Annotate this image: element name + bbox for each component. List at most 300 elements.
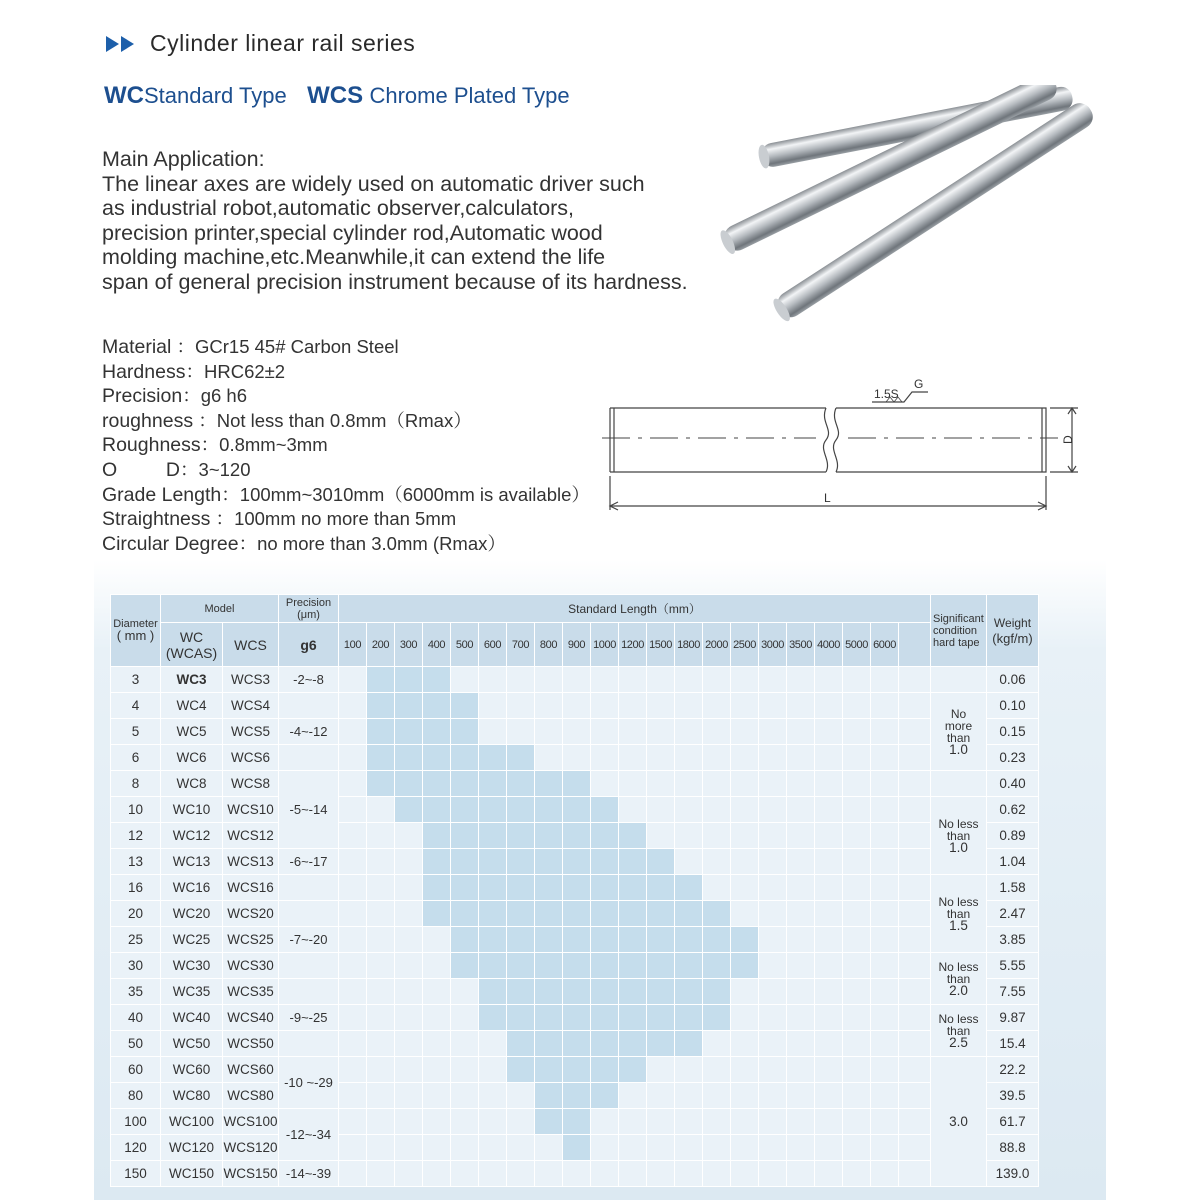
length-cell (787, 1083, 815, 1109)
length-spacer-cell (899, 875, 931, 901)
diameter-cell: 10 (111, 797, 161, 823)
length-cell (535, 1109, 563, 1135)
length-cell (759, 1083, 787, 1109)
length-cell (535, 875, 563, 901)
length-header-900: 900 (563, 623, 591, 667)
table-row (111, 1031, 1039, 1057)
length-cell (423, 927, 451, 953)
length-cell (815, 849, 843, 875)
length-cell (395, 693, 423, 719)
length-spacer-cell (899, 1135, 931, 1161)
length-cell (619, 927, 647, 953)
wc-model-cell: WC16 (161, 875, 223, 901)
length-cell (423, 901, 451, 927)
length-cell (479, 1135, 507, 1161)
length-cell (871, 771, 899, 797)
length-cell (395, 1057, 423, 1083)
length-cell (395, 849, 423, 875)
length-cell (339, 719, 367, 745)
length-cell (619, 875, 647, 901)
hardness-cell: No more than 1.0 (931, 693, 987, 771)
length-cell (759, 1005, 787, 1031)
wcs-model-cell: WCS13 (223, 849, 279, 875)
spec-row: Precision：g6 h6 (102, 385, 248, 408)
wcs-model-cell: WCS16 (223, 875, 279, 901)
wcs-model-cell: WCS100 (223, 1109, 279, 1135)
length-cell (507, 745, 535, 771)
length-cell (367, 1031, 395, 1057)
wcs-model-cell: WCS35 (223, 979, 279, 1005)
precision-cell: -9~-25 (279, 1005, 339, 1031)
length-cell (535, 823, 563, 849)
g6-header: g6 (279, 623, 339, 667)
length-cell (563, 875, 591, 901)
length-cell (647, 693, 675, 719)
length-cell (563, 1057, 591, 1083)
length-cell (395, 927, 423, 953)
length-cell (787, 901, 815, 927)
wc-model-cell: WC35 (161, 979, 223, 1005)
length-cell (339, 771, 367, 797)
length-cell (703, 771, 731, 797)
wc-model-cell: WC10 (161, 797, 223, 823)
length-cell (815, 719, 843, 745)
length-cell (871, 1083, 899, 1109)
length-cell (703, 719, 731, 745)
length-cell (535, 1135, 563, 1161)
diameter-cell: 5 (111, 719, 161, 745)
precision-cell: -12~-34 (279, 1109, 339, 1161)
length-cell (703, 693, 731, 719)
length-cell (619, 745, 647, 771)
length-cell (339, 1083, 367, 1109)
length-cell (367, 797, 395, 823)
length-cell (591, 1005, 619, 1031)
length-cell (843, 1135, 871, 1161)
length-cell (451, 901, 479, 927)
length-cell (815, 901, 843, 927)
length-cell (675, 875, 703, 901)
length-cell (759, 745, 787, 771)
length-cell (339, 1161, 367, 1187)
wcs-model-cell: WCS25 (223, 927, 279, 953)
application-line: span of general precision instrument because of its hardness. (102, 269, 688, 294)
length-cell (815, 1109, 843, 1135)
length-cell (815, 771, 843, 797)
diameter-cell: 20 (111, 901, 161, 927)
wc-model-cell: WC60 (161, 1057, 223, 1083)
length-cell (367, 927, 395, 953)
length-cell (871, 1031, 899, 1057)
length-cell (871, 1005, 899, 1031)
length-cell (339, 901, 367, 927)
length-cell (759, 1109, 787, 1135)
diameter-header: Diameter ( mm ) (111, 595, 161, 667)
length-cell (367, 1083, 395, 1109)
length-cell (731, 1135, 759, 1161)
length-cell (619, 667, 647, 693)
length-spacer-cell (899, 849, 931, 875)
length-cell (647, 953, 675, 979)
length-header-200: 200 (367, 623, 395, 667)
weight-cell: 88.8 (987, 1135, 1039, 1161)
length-cell (535, 1161, 563, 1187)
length-cell (451, 719, 479, 745)
length-cell (367, 771, 395, 797)
length-cell (871, 693, 899, 719)
length-cell (563, 771, 591, 797)
length-cell (675, 1083, 703, 1109)
diameter-cell: 50 (111, 1031, 161, 1057)
length-cell (395, 1005, 423, 1031)
length-cell (843, 927, 871, 953)
wcs-model-cell: WCS50 (223, 1031, 279, 1057)
length-cell (451, 1161, 479, 1187)
length-cell (871, 901, 899, 927)
table-row (111, 953, 1039, 979)
length-cell (731, 797, 759, 823)
length-cell (423, 823, 451, 849)
linear-rods-image (700, 85, 1120, 335)
length-cell (703, 1135, 731, 1161)
length-cell (759, 849, 787, 875)
length-cell (647, 927, 675, 953)
title-text: Cylinder linear rail series (150, 30, 416, 56)
diameter-cell: 80 (111, 1083, 161, 1109)
length-cell (591, 771, 619, 797)
length-cell (479, 1031, 507, 1057)
length-spacer-cell (899, 797, 931, 823)
length-cell (451, 667, 479, 693)
length-cell (647, 797, 675, 823)
length-cell (423, 1031, 451, 1057)
length-cell (647, 1109, 675, 1135)
length-cell (395, 823, 423, 849)
length-cell (591, 849, 619, 875)
wc-model-cell: WC30 (161, 953, 223, 979)
length-cell (423, 979, 451, 1005)
weight-cell: 1.04 (987, 849, 1039, 875)
length-cell (367, 875, 395, 901)
length-cell (871, 927, 899, 953)
length-cell (759, 901, 787, 927)
length-cell (479, 1109, 507, 1135)
length-header-800: 800 (535, 623, 563, 667)
length-cell (647, 1135, 675, 1161)
hardness-cell: No less than 2.5 (931, 1005, 987, 1057)
length-cell (563, 667, 591, 693)
length-cell (591, 823, 619, 849)
wc-model-cell: WC13 (161, 849, 223, 875)
length-cell (703, 927, 731, 953)
precision-cell (279, 693, 339, 719)
weight-cell: 139.0 (987, 1161, 1039, 1187)
length-cell (843, 849, 871, 875)
length-cell (367, 1161, 395, 1187)
length-cell (787, 1109, 815, 1135)
length-header-3000: 3000 (759, 623, 787, 667)
length-header-4000: 4000 (815, 623, 843, 667)
diameter-cell: 12 (111, 823, 161, 849)
wc-model-cell: WC4 (161, 693, 223, 719)
length-cell (535, 1031, 563, 1057)
length-cell (423, 1057, 451, 1083)
length-header-1000: 1000 (591, 623, 619, 667)
length-cell (507, 719, 535, 745)
application-line: as industrial robot,automatic observer,calculators, (102, 196, 575, 220)
length-cell (815, 1057, 843, 1083)
length-cell (591, 875, 619, 901)
length-cell (843, 693, 871, 719)
spec-row: Material ：GCr15 45# Carbon Steel (102, 336, 399, 358)
wc-header: WC (WCAS) (161, 623, 223, 667)
diameter-cell: 4 (111, 693, 161, 719)
precision-cell (279, 901, 339, 927)
length-cell (423, 693, 451, 719)
length-cell (759, 667, 787, 693)
length-cell (731, 1057, 759, 1083)
length-cell (591, 1109, 619, 1135)
diameter-cell: 13 (111, 849, 161, 875)
length-cell (619, 1109, 647, 1135)
length-cell (423, 849, 451, 875)
wc-model-cell: WC20 (161, 901, 223, 927)
diameter-cell: 8 (111, 771, 161, 797)
length-cell (759, 797, 787, 823)
length-cell (591, 667, 619, 693)
model-header: Model (161, 595, 279, 623)
length-cell (507, 875, 535, 901)
spec-table (110, 594, 1039, 1187)
length-cell (759, 1057, 787, 1083)
length-cell (843, 1031, 871, 1057)
length-cell (395, 1109, 423, 1135)
precision-cell: -10 ~-29 (279, 1057, 339, 1109)
hardness-cell: No less than 1.0 (931, 797, 987, 875)
length-cell (675, 797, 703, 823)
application-heading: Main Application: (102, 147, 265, 171)
hardness-cell: No less than 1.5 (931, 875, 987, 953)
length-cell (367, 1057, 395, 1083)
precision-cell: -4~-12 (279, 719, 339, 745)
length-cell (591, 693, 619, 719)
length-cell (731, 979, 759, 1005)
length-spacer-cell (899, 745, 931, 771)
length-cell (339, 1109, 367, 1135)
length-header-600: 600 (479, 623, 507, 667)
length-cell (451, 953, 479, 979)
length-cell (563, 1135, 591, 1161)
length-cell (731, 667, 759, 693)
weight-cell: 2.47 (987, 901, 1039, 927)
length-cell (731, 1083, 759, 1109)
length-cell (339, 667, 367, 693)
length-cell (339, 745, 367, 771)
length-cell (507, 771, 535, 797)
length-cell (703, 953, 731, 979)
table-row (111, 1161, 1039, 1187)
length-cell (619, 823, 647, 849)
length-cell (591, 979, 619, 1005)
length-cell (731, 823, 759, 849)
length-cell (619, 979, 647, 1005)
length-spacer-cell (899, 1083, 931, 1109)
length-cell (451, 927, 479, 953)
length-cell (451, 1135, 479, 1161)
length-spacer (899, 623, 931, 667)
length-cell (479, 693, 507, 719)
length-cell (479, 1161, 507, 1187)
length-cell (787, 771, 815, 797)
weight-cell: 5.55 (987, 953, 1039, 979)
weight-cell: 0.62 (987, 797, 1039, 823)
length-cell (759, 979, 787, 1005)
length-cell (367, 667, 395, 693)
length-cell (423, 1109, 451, 1135)
wcs-model-cell: WCS150 (223, 1161, 279, 1187)
length-cell (563, 927, 591, 953)
length-cell (619, 849, 647, 875)
length-cell (451, 979, 479, 1005)
length-cell (367, 953, 395, 979)
length-cell (451, 797, 479, 823)
length-cell (563, 1031, 591, 1057)
wcs-model-cell: WCS12 (223, 823, 279, 849)
hardness-cell: 3.0 (931, 1057, 987, 1187)
length-cell (479, 1057, 507, 1083)
length-cell (535, 953, 563, 979)
length-spacer-cell (899, 667, 931, 693)
length-cell (731, 693, 759, 719)
wcs-model-cell: WCS40 (223, 1005, 279, 1031)
length-cell (563, 1161, 591, 1187)
length-cell (591, 719, 619, 745)
diameter-cell: 100 (111, 1109, 161, 1135)
length-cell (871, 1161, 899, 1187)
length-cell (591, 1057, 619, 1083)
wcs-model-cell: WCS80 (223, 1083, 279, 1109)
length-cell (731, 901, 759, 927)
length-cell (339, 1031, 367, 1057)
length-spacer-cell (899, 719, 931, 745)
length-cell (703, 901, 731, 927)
length-cell (675, 927, 703, 953)
length-cell (535, 745, 563, 771)
precision-cell (279, 745, 339, 771)
length-cell (703, 849, 731, 875)
length-cell (339, 875, 367, 901)
length-cell (815, 1161, 843, 1187)
diameter-cell: 30 (111, 953, 161, 979)
length-cell (507, 1031, 535, 1057)
length-cell (815, 745, 843, 771)
length-cell (479, 979, 507, 1005)
weight-cell: 0.40 (987, 771, 1039, 797)
length-cell (479, 667, 507, 693)
length-header-400: 400 (423, 623, 451, 667)
wc-model-cell: WC6 (161, 745, 223, 771)
length-cell (367, 823, 395, 849)
application-line: molding machine,etc.Meanwhile,it can extend the life (102, 245, 606, 269)
wc-model-cell: WC25 (161, 927, 223, 953)
length-cell (647, 1005, 675, 1031)
length-cell (787, 1005, 815, 1031)
wcs-model-cell: WCS30 (223, 953, 279, 979)
length-cell (339, 953, 367, 979)
length-cell (339, 1057, 367, 1083)
length-cell (563, 901, 591, 927)
main-application (102, 147, 742, 294)
length-cell (647, 1031, 675, 1057)
wcs-header: WCS (223, 623, 279, 667)
length-cell (451, 1031, 479, 1057)
length-cell (367, 901, 395, 927)
length-cell (759, 823, 787, 849)
length-cell (563, 693, 591, 719)
length-cell (591, 927, 619, 953)
roughness-label: 1.5S (874, 387, 899, 401)
spec-row: Circular Degree：no more than 3.0mm (Rmax） (102, 532, 506, 555)
length-cell (395, 953, 423, 979)
precision-cell (279, 1031, 339, 1057)
length-cell (339, 1005, 367, 1031)
length-cell (871, 823, 899, 849)
length-cell (395, 719, 423, 745)
precision-cell: -7~-20 (279, 927, 339, 953)
length-cell (871, 849, 899, 875)
length-cell (507, 1005, 535, 1031)
weight-cell: 0.10 (987, 693, 1039, 719)
length-cell (423, 745, 451, 771)
table-row (111, 797, 1039, 823)
length-cell (843, 745, 871, 771)
length-cell (591, 797, 619, 823)
length-cell (647, 719, 675, 745)
spec-row: roughness ：Not less than 0.8mm（Rmax） (102, 409, 472, 432)
precision-cell (279, 875, 339, 901)
length-cell (759, 771, 787, 797)
table-row (111, 1083, 1039, 1109)
length-cell (843, 875, 871, 901)
hardness-cell (931, 667, 987, 693)
page-title (106, 30, 415, 57)
length-cell (703, 797, 731, 823)
length-cell (507, 953, 535, 979)
weight-cell: 0.15 (987, 719, 1039, 745)
length-cell (787, 849, 815, 875)
significant-header: Significant condition hard tape (931, 595, 987, 667)
d-label: D (1061, 435, 1075, 444)
spec-row: Straightness ：100mm no more than 5mm (102, 508, 457, 531)
length-spacer-cell (899, 771, 931, 797)
length-cell (423, 719, 451, 745)
length-cell (395, 1083, 423, 1109)
wc-model-cell: WC40 (161, 1005, 223, 1031)
spec-row: Grade Length：100mm~3010mm（6000mm is available） (102, 483, 590, 506)
length-cell (507, 1057, 535, 1083)
length-cell (703, 1083, 731, 1109)
length-cell (507, 797, 535, 823)
length-cell (815, 1031, 843, 1057)
length-cell (395, 901, 423, 927)
length-cell (759, 719, 787, 745)
length-cell (759, 693, 787, 719)
length-header-500: 500 (451, 623, 479, 667)
length-cell (367, 693, 395, 719)
wc-model-cell: WC8 (161, 771, 223, 797)
wc-model-cell: WC5 (161, 719, 223, 745)
length-cell (535, 693, 563, 719)
